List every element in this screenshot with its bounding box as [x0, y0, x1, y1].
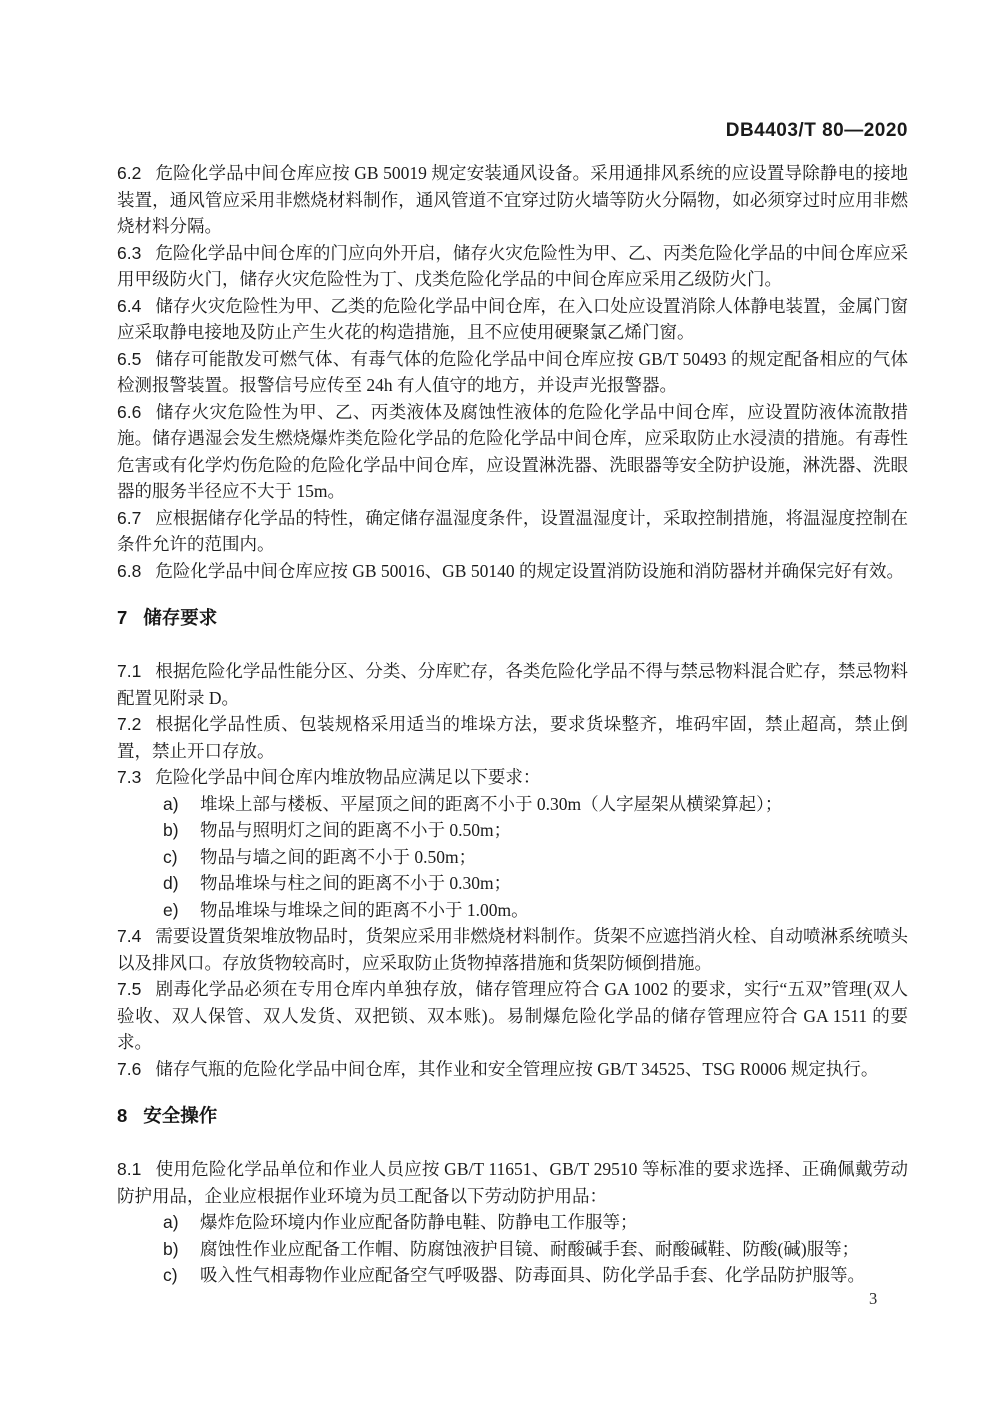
list-item-label: b): [163, 1238, 179, 1259]
list-item-text: 腐蚀性作业应配备工作帽、防腐蚀液护目镜、耐酸碱手套、耐酸碱鞋、防酸(碱)服等；: [200, 1238, 860, 1259]
list-item-text: 物品堆垛与柱之间的距离不小于 0.30m；: [200, 873, 512, 893]
list-item-text: 堆垛上部与楼板、平屋顶之间的距离不小于 0.30m（人字屋架从横梁算起）；: [200, 793, 783, 814]
list-item-7-3-e: [117, 897, 908, 924]
clause-text: 储存气瓶的危险化学品中间仓库，其作业和安全管理应按 GB/T 34525、TSG R0006 规定执行。: [155, 1058, 879, 1079]
list-item-text: 爆炸危险环境内作业应配备防静电鞋、防静电工作服等；: [200, 1212, 638, 1232]
clause-6-6: [117, 399, 908, 505]
clause-6-5: [117, 346, 908, 399]
clause-7-1: [117, 658, 908, 711]
clause-text: 根据危险化学品性能分区、分类、分库贮存，各类危险化学品不得与禁忌物料混合贮存，禁忌物料配置见附录 D。: [117, 661, 908, 708]
section-title: 储存要求: [143, 607, 218, 628]
list-item-7-3-c: [117, 844, 908, 871]
list-item-label: e): [163, 899, 179, 920]
page-number: 3: [869, 1289, 878, 1308]
clause-number: 6.6: [117, 401, 142, 422]
section-title: 安全操作: [143, 1105, 218, 1126]
list-item-text: 物品与墙之间的距离不小于 0.50m；: [200, 846, 477, 867]
clause-6-2: [117, 160, 908, 240]
clause-6-8: [117, 558, 908, 585]
clause-number: 7.1: [117, 661, 142, 681]
clause-text: 剧毒化学品必须在专用仓库内单独存放，储存管理应符合 GA 1002 的要求，实行“五双”管理(双人验收、双人保管、双人发货、双把锁、双本账)。易制爆危险化学品的储存管理应符合 GA 1511 的要求。: [117, 979, 908, 1052]
list-item-label: a): [163, 1212, 179, 1232]
section-8-heading: [117, 1102, 908, 1129]
clause-7-3: [117, 764, 908, 791]
list-item-label: c): [163, 1265, 178, 1285]
section-number: 8: [117, 1105, 128, 1126]
clause-number: 7.2: [117, 714, 142, 734]
list-item-label: b): [163, 820, 179, 840]
clause-number: 7.5: [117, 979, 142, 999]
clause-7-6: [117, 1056, 908, 1083]
list-item-8-1-b: [117, 1236, 908, 1263]
clause-text: 储存火灾危险性为甲、乙、丙类液体及腐蚀性液体的危险化学品中间仓库，应设置防液体流散措施。储存遇湿会发生燃烧爆炸类危险化学品的危险化学品中间仓库，应采取防止水浸渍的措施。有毒性危害或有化学灼伤危险的危险化学品中间仓库，应设置淋洗器、洗眼器等安全防护设施，淋洗器、洗眼器的服务半径应不大于 15m。: [117, 401, 908, 501]
list-item-8-1-c: [117, 1262, 908, 1289]
clause-text: 危险化学品中间仓库的门应向外开启，储存火灾危险性为甲、乙、丙类危险化学品的中间仓库应采用甲级防火门，储存火灾危险性为丁、戊类危险化学品的中间仓库应采用乙级防火门。: [117, 242, 908, 289]
list-item-label: d): [163, 873, 179, 893]
clause-8-1: [117, 1156, 908, 1209]
clause-number: 7.3: [117, 767, 142, 787]
list-item-text: 吸入性气相毒物作业应配备空气呼吸器、防毒面具、防化学品手套、化学品防护服等。: [200, 1265, 865, 1285]
clause-text: 储存火灾危险性为甲、乙类的危险化学品中间仓库，在入口处应设置消除人体静电装置，金属门窗应采取静电接地及防止产生火花的构造措施，且不应使用硬聚氯乙烯门窗。: [117, 295, 908, 342]
clause-text: 根据化学品性质、包装规格采用适当的堆垛方法，要求货垛整齐，堆码牢固，禁止超高，禁止倒置，禁止开口存放。: [117, 714, 908, 761]
list-item-7-3-b: [117, 817, 908, 844]
clause-number: 6.7: [117, 507, 142, 528]
list-item-label: a): [163, 793, 179, 814]
clause-7-5: [117, 976, 908, 1056]
clause-text: 需要设置货架堆放物品时，货架应采用非燃烧材料制作。货架不应遮挡消火栓、自动喷淋系统喷头以及排风口。存放货物较高时，应采取防止货物掉落措施和货架防倾倒措施。: [117, 926, 908, 973]
list-item-7-3-a: [117, 791, 908, 818]
clause-number: 7.4: [117, 926, 142, 946]
clause-6-4: [117, 293, 908, 346]
list-item-text: 物品堆垛与堆垛之间的距离不小于 1.00m。: [200, 899, 529, 920]
document-code-header: DB4403/T 80—2020: [725, 120, 908, 141]
clause-number: 6.8: [117, 560, 142, 581]
clause-text: 危险化学品中间仓库内堆放物品应满足以下要求：: [155, 767, 541, 787]
clause-number: 6.2: [117, 163, 142, 183]
clause-number: 6.4: [117, 295, 142, 316]
clause-6-3: [117, 240, 908, 293]
clause-number: 7.6: [117, 1058, 142, 1079]
clause-text: 储存可能散发可燃气体、有毒气体的危险化学品中间仓库应按 GB/T 50493 的规定配备相应的气体检测报警装置。报警信号应传至 24h 有人值守的地方，并设声光报警器。: [117, 348, 908, 395]
section-number: 7: [117, 607, 128, 628]
clause-number: 6.3: [117, 242, 142, 263]
list-item-7-3-d: [117, 870, 908, 897]
clause-text: 危险化学品中间仓库应按 GB 50016、GB 50140 的规定设置消防设施和消防器材并确保完好有效。: [155, 560, 904, 581]
section-7-heading: [117, 604, 908, 631]
document-body: [117, 160, 908, 1289]
list-item-text: 物品与照明灯之间的距离不小于 0.50m；: [200, 820, 512, 840]
clause-7-4: [117, 923, 908, 976]
clause-7-2: [117, 711, 908, 764]
clause-text: 应根据储存化学品的特性，确定储存温湿度条件，设置温湿度计，采取控制措施，将温湿度控制在条件允许的范围内。: [117, 507, 908, 554]
list-item-8-1-a: [117, 1209, 908, 1236]
clause-number: 8.1: [117, 1159, 142, 1179]
clause-number: 6.5: [117, 348, 142, 369]
list-item-label: c): [163, 846, 178, 867]
clause-text: 使用危险化学品单位和作业人员应按 GB/T 11651、GB/T 29510 等标准的要求选择、正确佩戴劳动防护用品，企业应根据作业环境为员工配备以下劳动防护用品：: [117, 1159, 908, 1206]
clause-text: 危险化学品中间仓库应按 GB 50019 规定安装通风设备。采用通排风系统的应设置导除静电的接地装置，通风管应采用非燃烧材料制作，通风管道不宜穿过防火墙等防火分隔物，如必须穿过时应用非燃烧材料分隔。: [117, 163, 908, 236]
clause-6-7: [117, 505, 908, 558]
